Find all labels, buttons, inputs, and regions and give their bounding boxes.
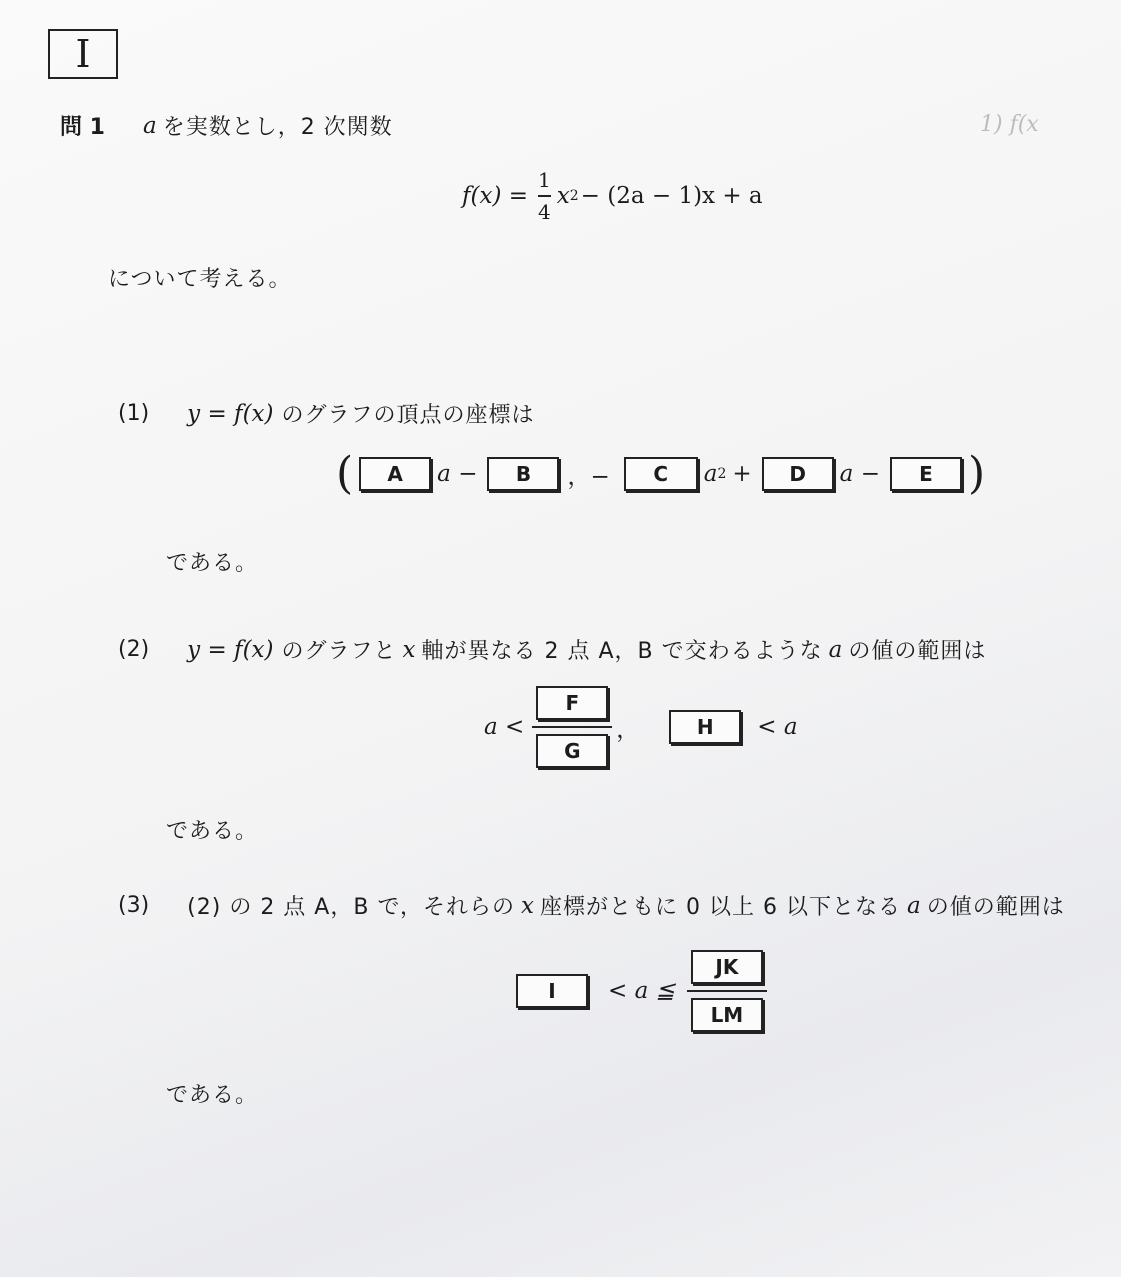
function-exponent: 2 [569,188,579,204]
part2-label: (2) [118,637,150,662]
question-intro [60,110,393,141]
part3-stem-text-2: 座標がともに 0 以上 6 以下となる [540,895,901,920]
op-a2-exponent: 2 [717,466,727,482]
answer-box-lm[interactable]: LM [691,998,763,1032]
part3-stem-text-1: (2) の 2 点 A，B で，それらの [187,895,516,920]
function-x: x [556,183,570,209]
margin-handwriting: 1) f(x [980,112,1039,137]
question-label: 問 1 [60,115,105,140]
op-a2: a [703,461,718,487]
part3-stem-x: x [521,892,534,919]
part3-fraction-bar [687,990,767,992]
section-label: I [48,29,118,79]
op-a-minus-1: a − [437,461,478,487]
part2-stem-text-1: のグラフと [281,639,397,664]
part2-range [484,686,798,768]
answer-box-c[interactable]: C [624,457,698,491]
function-lhs: f(x) = [462,183,529,209]
part2-rhs: < a [757,714,798,740]
fraction-numerator: 1 [538,168,551,192]
part2-stem-text-3: の値の範囲は [848,639,987,664]
fraction-bar [538,195,551,197]
part3-stem-text-3: の値の範囲は [926,895,1065,920]
function-rest: − (2a − 1)x + a [580,183,763,209]
part3-range [516,950,763,1032]
part1-stem [118,398,535,429]
function-fraction [538,168,551,224]
answer-box-b[interactable]: B [487,457,559,491]
answer-box-e[interactable]: E [890,457,962,491]
answer-box-h[interactable]: H [669,710,741,744]
part2-lhs: a < [484,714,525,740]
op-comma-minus: ，− [567,463,610,490]
part2-stem-x: x [402,636,416,663]
close-paren: ) [967,448,986,499]
op-plus: + [732,461,752,487]
answer-box-a[interactable]: A [359,457,431,491]
answer-box-jk[interactable]: JK [691,950,763,984]
intro-variable: a [142,112,157,139]
answer-box-i[interactable]: I [516,974,588,1008]
fraction-denominator: 4 [538,200,551,224]
part1-stem-text: のグラフの頂点の座標は [281,403,535,428]
part2-stem [118,634,986,665]
part3-label: (3) [118,893,150,918]
answer-box-f[interactable]: F [536,686,608,720]
op-a-minus-2: a − [839,461,880,487]
part3-stem-a: a [906,892,921,919]
part2-end-text: である。 [166,819,259,844]
part3-stem [118,890,1065,921]
part3-end-text: である。 [166,1083,259,1108]
vertex-expression [336,448,986,499]
part2-stem-text-2: 軸が異なる 2 点 A，B で交わるような [421,639,823,664]
part1-stem-math: y = f(x) [187,400,274,427]
open-paren: ( [336,448,354,499]
part1-label: (1) [118,401,150,426]
answer-box-d[interactable]: D [762,457,834,491]
part3-mid: < a ≦ [608,978,675,1004]
part3-fraction [691,950,763,1032]
answer-box-g[interactable]: G [536,734,608,768]
part2-comma: ， [616,716,640,743]
function-definition [462,168,763,224]
consider-text: について考える。 [108,267,292,292]
intro-text: を実数とし，2 次関数 [162,115,393,140]
part2-fraction-bar [532,726,612,728]
part2-stem-math: y = f(x) [187,636,274,663]
part2-fraction [536,686,608,768]
part1-end-text: である。 [166,551,259,576]
part2-stem-a: a [828,636,843,663]
